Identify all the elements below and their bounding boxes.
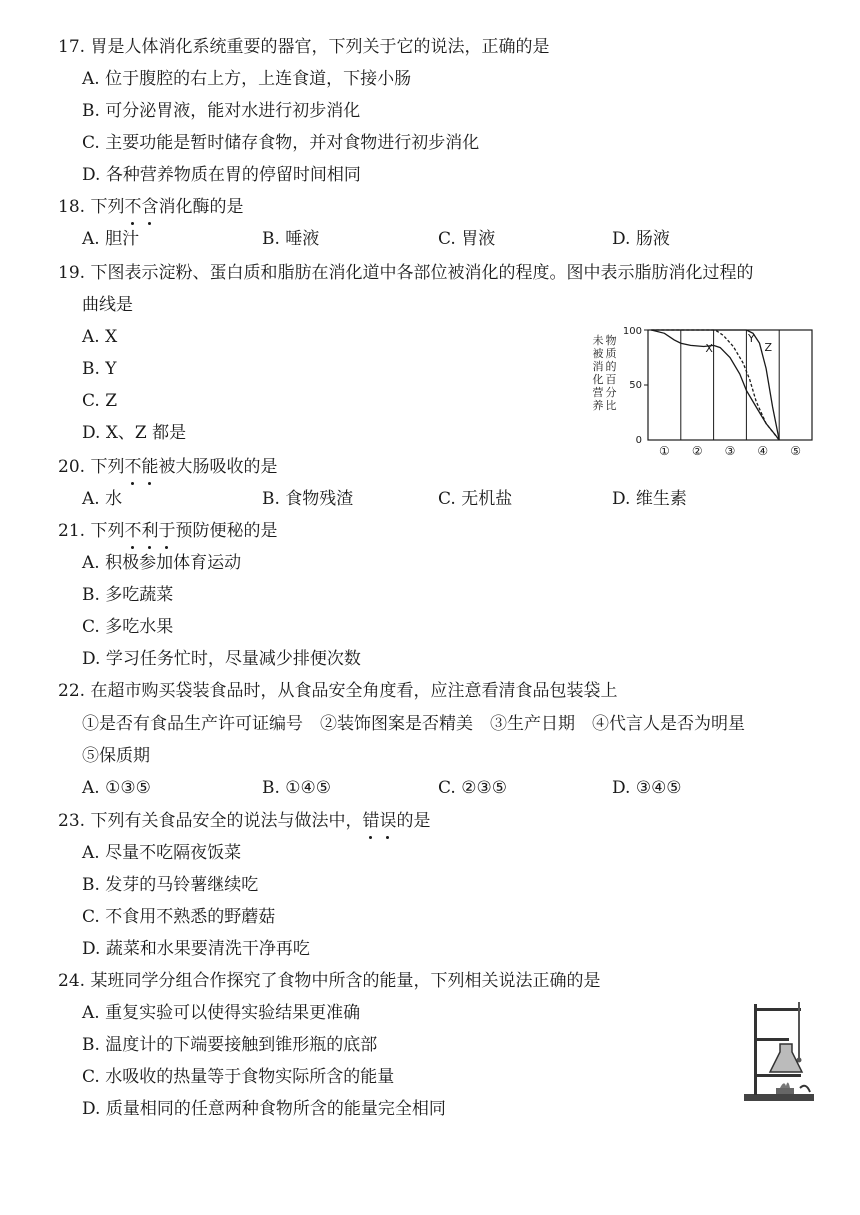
- y-axis-label-char: 营: [592, 386, 604, 399]
- x-category-label: ⑤: [790, 444, 801, 458]
- stem-text: 18. 下列: [58, 197, 125, 217]
- question-21-option-d: D. 学习任务忙时，尽量减少排便次数: [82, 649, 361, 669]
- question-24-option-c: C. 水吸收的热量等于食物实际所含的能量: [82, 1067, 395, 1087]
- stem-text: 的是: [396, 811, 431, 831]
- calorimetry-apparatus-illustration: [740, 1000, 820, 1105]
- question-19-option-c: C. Z: [82, 391, 118, 411]
- question-23-stem: [58, 810, 430, 832]
- chart-y-axis-label: [593, 333, 617, 412]
- stem-text: 被大肠吸收的是: [158, 457, 278, 477]
- question-18-stem: [58, 196, 243, 218]
- series-label-z: Z: [764, 340, 772, 354]
- question-19-stem-line1: 19. 下图表示淀粉、蛋白质和脂肪在消化道中各部位被消化的程度。图中表示脂肪消化过程的: [58, 263, 754, 283]
- question-24-option-d: D. 质量相同的任意两种食物所含的能量完全相同: [82, 1099, 446, 1119]
- clamp-arm-middle: [755, 1038, 789, 1041]
- question-21-option-a: A. 积极参加体育运动: [82, 553, 242, 573]
- question-19-option-b: B. Y: [82, 359, 117, 379]
- question-23-option-a: A. 尽量不吃隔夜饭菜: [82, 843, 242, 863]
- series-label-x: X: [705, 341, 713, 355]
- question-22-items-line2: ⑤保质期: [82, 746, 150, 766]
- y-axis-label-char: 比: [605, 399, 617, 412]
- emphasis-char: 不: [124, 457, 142, 477]
- thermometer: [798, 1002, 800, 1060]
- emphasis-char: 错: [362, 811, 380, 831]
- chart-x-axis-labels: [659, 444, 801, 458]
- question-20-option-a: A. 水: [82, 489, 123, 509]
- question-21-stem: [58, 520, 277, 542]
- question-23-option-c: C. 不食用不熟悉的野蘑菇: [82, 907, 276, 927]
- y-axis-label-char: 消: [592, 360, 604, 373]
- emphasis-char: 不: [124, 197, 142, 217]
- chart-frame: [644, 330, 812, 440]
- emphasis-char: 不: [124, 521, 142, 541]
- question-20-option-c: C. 无机盐: [438, 489, 513, 509]
- question-22-option-a: A. ①③⑤: [82, 778, 151, 798]
- question-24-option-a: A. 重复实验可以使得实验结果更准确: [82, 1003, 361, 1023]
- food-sample-holder: [776, 1088, 794, 1094]
- y-axis-label-char: 养: [592, 399, 604, 412]
- digestion-chart: [590, 322, 815, 462]
- stand-base: [744, 1094, 814, 1101]
- question-17-stem: 17. 胃是人体消化系统重要的器官，下列关于它的说法，正确的是: [58, 37, 550, 57]
- y-axis-label-char: 物: [605, 334, 617, 347]
- stem-text: 消化酶的是: [158, 197, 244, 217]
- question-23-option-b: B. 发芽的马铃薯继续吃: [82, 875, 259, 895]
- question-17-option-a: A. 位于腹腔的右上方，上连食道，下接小肠: [82, 69, 412, 89]
- question-21-option-b: B. 多吃蔬菜: [82, 585, 174, 605]
- question-22-option-d: D. ③④⑤: [612, 778, 682, 798]
- question-22-stem: 22. 在超市购买袋装食品时，从食品安全角度看，应注意看清食品包装袋上: [58, 681, 618, 701]
- question-21-option-c: C. 多吃水果: [82, 617, 174, 637]
- y-tick-label: 0: [635, 435, 642, 446]
- question-18-option-a: A. 胆汁: [82, 229, 140, 249]
- question-17-option-d: D. 各种营养物质在胃的停留时间相同: [82, 165, 361, 185]
- question-20-option-d: D. 维生素: [612, 489, 687, 509]
- y-axis-label-char: 百: [605, 373, 617, 386]
- stem-text: 20. 下列: [58, 457, 125, 477]
- clamp-arm-lower: [755, 1074, 801, 1077]
- question-20-option-b: B. 食物残渣: [262, 489, 354, 509]
- series-label-y: Y: [748, 332, 755, 345]
- clamp-arm-upper: [755, 1008, 801, 1011]
- stand-rod: [754, 1004, 757, 1095]
- x-category-label: ③: [724, 444, 736, 458]
- question-22-option-c: C. ②③⑤: [438, 778, 507, 798]
- y-tick-label: 50: [629, 380, 642, 391]
- question-17-option-c: C. 主要功能是暂时储存食物，并对食物进行初步消化: [82, 133, 480, 153]
- conical-flask: [770, 1044, 802, 1072]
- question-18-option-d: D. 肠液: [612, 229, 670, 249]
- question-24-option-b: B. 温度计的下端要接触到锥形瓶的底部: [82, 1035, 378, 1055]
- question-22-items-line1: ①是否有食品生产许可证编号 ②装饰图案是否精美 ③生产日期 ④代言人是否为明星: [82, 714, 745, 734]
- emphasis-char: 误: [379, 811, 397, 831]
- question-22-option-b: B. ①④⑤: [262, 778, 332, 798]
- emphasis-char: 利: [141, 521, 159, 541]
- stand-clip: [800, 1086, 810, 1092]
- question-17-option-b: B. 可分泌胃液，能对水进行初步消化: [82, 101, 361, 121]
- x-category-label: ②: [691, 444, 703, 458]
- question-18-option-c: C. 胃液: [438, 229, 496, 249]
- y-axis-label-char: 分: [605, 386, 617, 399]
- question-19-option-a: A. X: [82, 327, 118, 347]
- x-category-label: ④: [757, 444, 769, 458]
- stem-text: 21. 下列: [58, 521, 125, 541]
- x-category-label: ①: [659, 444, 670, 458]
- question-24-stem: 24. 某班同学分组合作探究了食物中所含的能量，下列相关说法正确的是: [58, 971, 601, 991]
- stem-text: 预防便秘的是: [175, 521, 278, 541]
- emphasis-char: 于: [158, 521, 176, 541]
- emphasis-char: 含: [141, 197, 159, 217]
- plot-border: [648, 330, 812, 440]
- question-19-option-d: D. X、Z 都是: [82, 423, 187, 443]
- emphasis-char: 能: [141, 457, 159, 477]
- y-axis-label-char: 被: [592, 347, 604, 360]
- flame-icon: [780, 1082, 790, 1088]
- chart-series-group: [651, 330, 779, 440]
- question-18-option-b: B. 唾液: [262, 229, 320, 249]
- stem-text: 23. 下列有关食品安全的说法与做法中，: [58, 811, 363, 831]
- y-axis-label-char: 未: [592, 334, 604, 347]
- y-axis-label-char: 的: [605, 360, 617, 373]
- question-20-stem: [58, 456, 277, 478]
- y-axis-label-char: 化: [592, 373, 604, 386]
- y-axis-label-char: 质: [605, 347, 617, 360]
- question-19-stem-line2: 曲线是: [82, 295, 133, 315]
- y-tick-label: 100: [622, 326, 642, 337]
- question-23-option-d: D. 蔬菜和水果要清洗干净再吃: [82, 939, 310, 959]
